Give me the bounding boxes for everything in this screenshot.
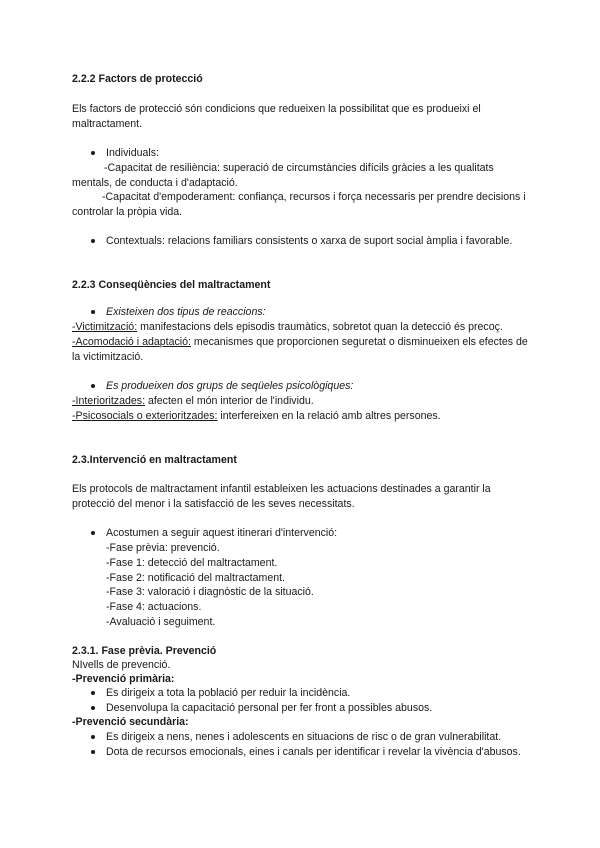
- fase-1: -Fase 1: detecció del maltractament.: [106, 556, 278, 569]
- interioritzades-term: -Interioritzades:: [72, 395, 146, 407]
- individuals-item: Individuals:: [72, 146, 532, 161]
- heading-2-2-2: 2.2.2 Factors de protecció: [72, 73, 203, 85]
- fase-3: -Fase 3: valoració i diagnòstic de la situació.: [106, 586, 314, 599]
- grups-list: [72, 379, 532, 394]
- reaccions-list: [72, 305, 532, 320]
- factors-intro-paragraph: Els factors de protecció són condicions que redueixen la possibilitat que es produeixi el maltractament.: [72, 103, 481, 130]
- secundaria-item: Es dirigeix a nens, nenes i adolescents en situacions de risc o de gran vulnerabilitat.: [72, 730, 532, 745]
- victimitzacio-term: -Victimització:: [72, 321, 138, 333]
- fase-previa: -Fase prèvia: prevenció.: [106, 542, 220, 554]
- acomodacio-paragraph: [72, 335, 532, 365]
- acomodacio-term: -Acomodació i adaptació:: [72, 336, 191, 348]
- fase-4: -Fase 4: actuacions.: [106, 601, 202, 614]
- psicosocials-paragraph: [72, 409, 532, 424]
- secundaria-list: [72, 730, 532, 760]
- primaria-item: Es dirigeix a tota la població per reduir la incidència.: [72, 686, 532, 701]
- reaccions-item: Existeixen dos tipus de reaccions:: [72, 305, 532, 320]
- interioritzades-text: afecten el món interior de l'individu.: [145, 395, 314, 407]
- avaluacio-seguiment: -Avaluació i seguiment.: [106, 615, 216, 628]
- primaria-list: [72, 686, 532, 716]
- heading-2-3: 2.3.Intervenció en maltractament: [72, 454, 237, 466]
- contextuals-list: [72, 234, 532, 249]
- interioritzades-paragraph: [72, 394, 532, 409]
- individuals-list: [72, 146, 532, 161]
- victimitzacio-paragraph: [72, 320, 532, 335]
- fases-list: [72, 541, 566, 630]
- empoderament-text: -Capacitat d'empoderament: confiança, recursos i força necessaris per prendre decisions i controlar la pròpia vida.: [72, 191, 526, 218]
- primaria-item: Desenvolupa la capacitació personal per fer front a possibles abusos.: [72, 701, 532, 716]
- psicosocials-term: -Psicosocials o exterioritzades:: [72, 410, 218, 422]
- psicosocials-text: interfereixen en la relació amb altres persones.: [217, 410, 441, 422]
- itinerari-item: Acostumen a seguir aquest itinerari d'intervenció:: [72, 526, 532, 541]
- victimitzacio-text: manifestacions dels episodis traumàtics, sobretot quan la detecció és precoç.: [137, 321, 503, 333]
- heading-2-3-1: 2.3.1. Fase prèvia. Prevenció: [72, 645, 217, 657]
- resiliencia-text: -Capacitat de resiliència: superació de circumstàncies difícils gràcies a les qualitats mentals, de conducta i d'adaptació.: [72, 162, 494, 189]
- secundaria-label: -Prevenció secundària:: [72, 716, 189, 728]
- fase-2: -Fase 2: notificació del maltractament.: [106, 571, 285, 584]
- acomodacio-text: mecanismes que proporcionen seguretat o disminueixen els efectes de la victimització.: [72, 336, 528, 363]
- secundaria-item: Dota de recursos emocionals, eines i canals per identificar i revelar la vivència d'abusos.: [72, 745, 532, 760]
- primaria-label: -Prevenció primària:: [72, 673, 175, 685]
- contextuals-item: Contextuals: relacions familiars consistents o xarxa de suport social àmplia i favorable.: [72, 234, 532, 249]
- heading-2-2-3: 2.2.3 Conseqüències del maltractament: [72, 279, 271, 291]
- grups-item: Es produeixen dos grups de seqüeles psicològiques:: [72, 379, 532, 394]
- itinerari-list: [72, 526, 532, 541]
- protocols-intro-paragraph: Els protocols de maltractament infantil estableixen les actuacions destinades a garantir la protecció del menor i la satisfacció de les seves necessitats.: [72, 483, 491, 510]
- nivells-text: NIvells de prevenció.: [72, 659, 171, 671]
